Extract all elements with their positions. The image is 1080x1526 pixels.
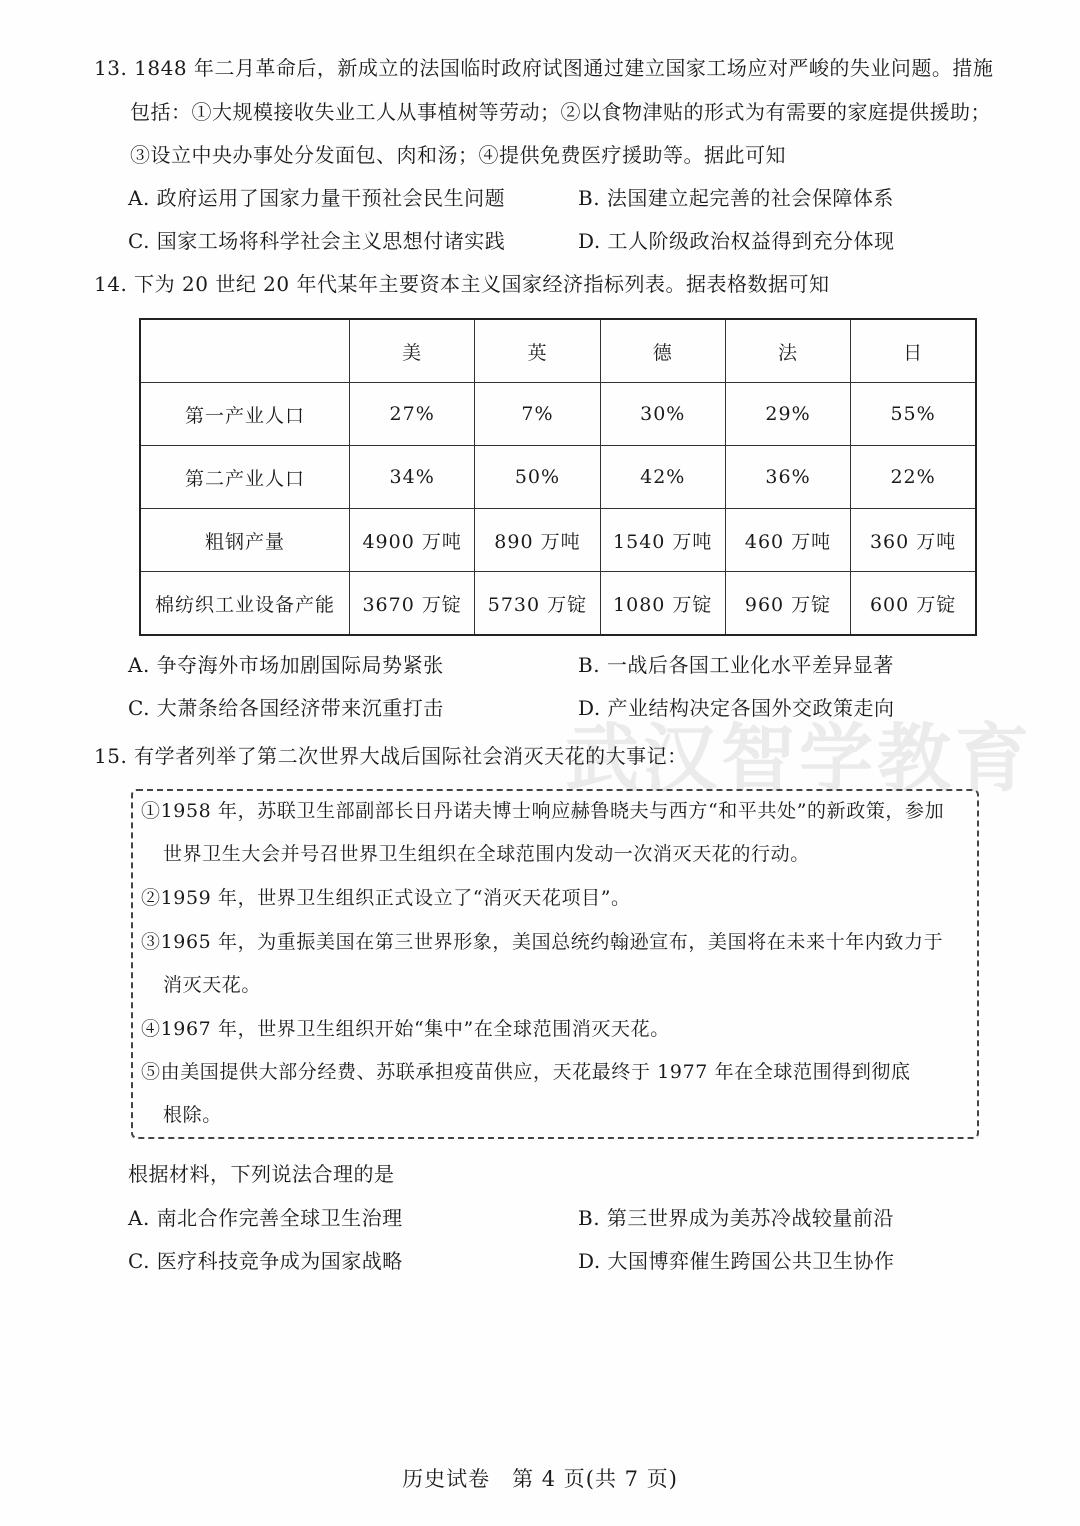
q13-option-a: A. 政府运用了国家力量干预社会民生问题 bbox=[128, 186, 506, 210]
table-cell: 960 万锭 bbox=[725, 572, 850, 636]
table-row-label: 第一产业人口 bbox=[140, 383, 350, 446]
q13-option-c: C. 国家工场将科学社会主义思想付诸实践 bbox=[128, 229, 506, 253]
material-item-3-line2: 消灭天花。 bbox=[163, 974, 262, 996]
table-cell: 890 万吨 bbox=[475, 509, 600, 572]
table-row bbox=[140, 572, 976, 636]
material-item-2: ②1959 年，世界卫生组织正式设立了“消灭天花项目”。 bbox=[141, 887, 631, 909]
table-cell: 1540 万吨 bbox=[600, 509, 725, 572]
table-row-label: 棉纺织工业设备产能 bbox=[140, 572, 350, 636]
table-cell: 460 万吨 bbox=[725, 509, 850, 572]
table-row-label: 粗钢产量 bbox=[140, 509, 350, 572]
q15-option-d: D. 大国博弈催生跨国公共卫生协作 bbox=[578, 1249, 895, 1273]
q14-option-c: C. 大萧条给各国经济带来沉重打击 bbox=[128, 696, 444, 720]
table-cell: 36% bbox=[725, 446, 850, 509]
q15-option-a: A. 南北合作完善全球卫生治理 bbox=[128, 1206, 403, 1230]
table-cell: 55% bbox=[851, 383, 976, 446]
q13-stem-line1: 13. 1848 年二月革命后，新成立的法国临时政府试图通过建立国家工场应对严峻的失业问题。措施 bbox=[94, 56, 994, 80]
watermark-logo: 武汉智学教育 bbox=[565, 716, 1033, 802]
table-row-label: 第二产业人口 bbox=[140, 446, 350, 509]
table-header-row bbox=[140, 319, 976, 383]
q13-stem-line3: ③设立中央办事处分发面包、肉和汤；④提供免费医疗援助等。据此可知 bbox=[130, 143, 786, 167]
material-item-1-line2: 世界卫生大会并号召世界卫生组织在全球范围内发动一次消灭天花的行动。 bbox=[163, 843, 810, 865]
q14-option-d: D. 产业结构决定各国外交政策走向 bbox=[578, 696, 895, 720]
q15-option-c: C. 医疗科技竞争成为国家战略 bbox=[128, 1249, 403, 1273]
table-header-cell: 法 bbox=[725, 319, 850, 383]
q15-question: 根据材料，下列说法合理的是 bbox=[128, 1162, 395, 1186]
table-cell: 27% bbox=[350, 383, 475, 446]
table-cell: 30% bbox=[600, 383, 725, 446]
material-item-5-line1: ⑤由美国提供大部分经费、苏联承担疫苗供应，天花最终于 1977 年在全球范围得到彻底 bbox=[141, 1061, 911, 1083]
q14-option-a: A. 争夺海外市场加剧国际局势紧张 bbox=[128, 653, 444, 677]
q13-option-d: D. 工人阶级政治权益得到充分体现 bbox=[578, 229, 895, 253]
table-cell: 3670 万锭 bbox=[350, 572, 475, 636]
table-header-cell: 英 bbox=[475, 319, 600, 383]
q14-option-b: B. 一战后各国工业化水平差异显著 bbox=[578, 653, 894, 677]
economic-indicator-table bbox=[139, 318, 977, 636]
table-cell: 600 万锭 bbox=[851, 572, 976, 636]
q14-stem: 14. 下为 20 世纪 20 年代某年主要资本主义国家经济指标列表。据表格数据可知 bbox=[94, 272, 830, 296]
table-cell: 1080 万锭 bbox=[600, 572, 725, 636]
material-item-3-line1: ③1965 年，为重振美国在第三世界形象，美国总统约翰逊宣布，美国将在未来十年内致力于 bbox=[141, 931, 944, 953]
q15-stem: 15. 有学者列举了第二次世界大战后国际社会消灭天花的大事记： bbox=[94, 744, 688, 768]
table-row bbox=[140, 446, 976, 509]
table-cell: 4900 万吨 bbox=[350, 509, 475, 572]
table-header-cell: 日 bbox=[851, 319, 976, 383]
table-header-cell: 德 bbox=[600, 319, 725, 383]
q13-stem-line2: 包括：①大规模接收失业工人从事植树等劳动；②以食物津贴的形式为有需要的家庭提供援助； bbox=[130, 100, 991, 124]
q13-option-b: B. 法国建立起完善的社会保障体系 bbox=[578, 186, 894, 210]
table-cell: 42% bbox=[600, 446, 725, 509]
material-item-5-line2: 根除。 bbox=[163, 1104, 222, 1126]
page-footer: 历史试卷 第 4 页(共 7 页) bbox=[402, 1467, 678, 1491]
material-item-1-line1: ①1958 年，苏联卫生部副部长日丹诺夫博士响应赫鲁晓夫与西方“和平共处”的新政策，参加 bbox=[141, 800, 945, 822]
material-item-4: ④1967 年，世界卫生组织开始“集中”在全球范围消灭天花。 bbox=[141, 1018, 670, 1040]
table-cell: 7% bbox=[475, 383, 600, 446]
table-header-cell bbox=[140, 319, 350, 383]
table-cell: 22% bbox=[851, 446, 976, 509]
q15-option-b: B. 第三世界成为美苏冷战较量前沿 bbox=[578, 1206, 894, 1230]
table-cell: 34% bbox=[350, 446, 475, 509]
table-header-cell: 美 bbox=[350, 319, 475, 383]
table-cell: 29% bbox=[725, 383, 850, 446]
table-cell: 50% bbox=[475, 446, 600, 509]
table-row bbox=[140, 383, 976, 446]
table-cell: 360 万吨 bbox=[851, 509, 976, 572]
table-cell: 5730 万锭 bbox=[475, 572, 600, 636]
table-row bbox=[140, 509, 976, 572]
